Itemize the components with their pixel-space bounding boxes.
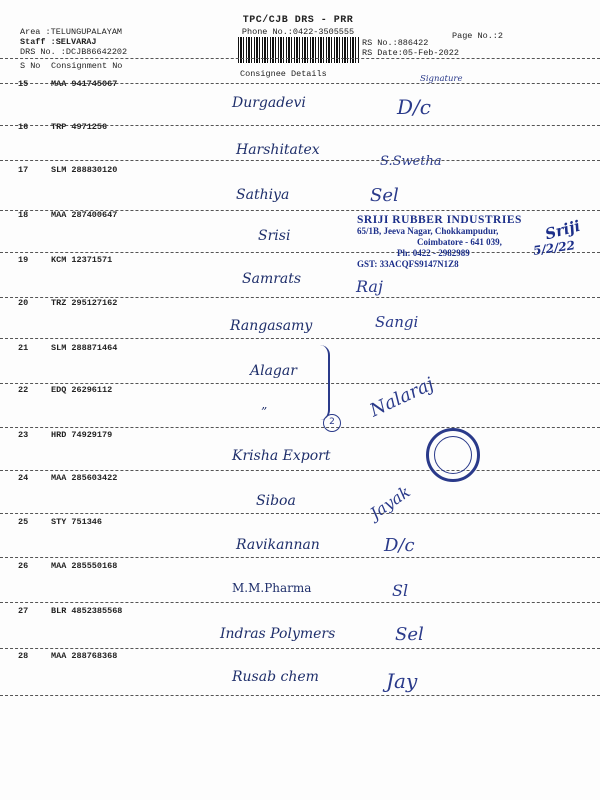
- stamp-signature: Sriji: [543, 216, 583, 244]
- row-consignment: MAA 287400647: [51, 210, 118, 220]
- col-consignment-header: Consignment No: [51, 61, 123, 71]
- divider: [0, 513, 600, 514]
- divider: [0, 648, 600, 649]
- row-signature: Sel: [395, 624, 424, 645]
- row-consignment: HRD 74929179: [51, 430, 113, 440]
- bracket-mark: [318, 345, 330, 420]
- row-signature: D/c: [384, 535, 415, 556]
- divider: [0, 58, 600, 59]
- row-sno: 20: [18, 298, 29, 308]
- row-sno: 26: [18, 561, 29, 571]
- row-consignee: Alagar: [250, 363, 297, 379]
- row-consignment: MAA 288768368: [51, 651, 118, 661]
- table-row: [0, 373, 600, 431]
- row-consignment: MAA 941745067: [51, 79, 118, 89]
- row-consignment: SLM 288830120: [51, 165, 118, 175]
- row-consignee: Rusab chem: [232, 669, 319, 685]
- table-row: [0, 122, 600, 168]
- row-consignment: SLM 288871464: [51, 343, 118, 353]
- table-row: [0, 651, 600, 697]
- row-signature: Jay: [386, 669, 418, 693]
- stamp-company-name: SRIJI RUBBER INDUSTRIES: [357, 214, 522, 226]
- row-signature: D/c: [397, 95, 431, 119]
- row-consignee: Krisha Export: [232, 448, 331, 464]
- rs-number: RS No.:886422: [362, 38, 429, 48]
- row-sno: 22: [18, 385, 29, 395]
- staff-label: Staff :SELVARAJ: [20, 37, 97, 47]
- drs-number: DRS No. :DCJB86642202: [20, 47, 128, 57]
- divider: [0, 427, 600, 428]
- divider: [0, 470, 600, 471]
- divider: [0, 557, 600, 558]
- row-consignee: Siboa: [256, 493, 296, 509]
- row-sno: 27: [18, 606, 29, 616]
- row-signature: Sangi: [375, 313, 419, 331]
- row-consignment: MAA 285550168: [51, 561, 118, 571]
- row-sno: 15: [18, 79, 29, 89]
- row-consignee: Srisi: [258, 228, 291, 244]
- row-signature: Sl: [392, 581, 409, 600]
- divider: [0, 695, 600, 696]
- row-consignment: MAA 285603422: [51, 473, 118, 483]
- phone-number: Phone No.:0422-3505555: [241, 27, 355, 37]
- col-sno-header: S No: [20, 61, 41, 71]
- row-sno: 25: [18, 517, 29, 527]
- stamp-gst: GST: 33ACQFS9147N1Z8: [357, 259, 459, 269]
- row-sno: 28: [18, 651, 29, 661]
- divider: [0, 602, 600, 603]
- round-seal: [426, 428, 480, 482]
- page-number: Page No.:2: [452, 31, 504, 41]
- area-label: Area :TELUNGUPALAYAM: [20, 27, 123, 37]
- row-consignee: Harshitatex: [236, 142, 320, 158]
- row-consignment: STY 751346: [51, 517, 103, 527]
- row-consignment: BLR 4852385568: [51, 606, 123, 616]
- table-row: [0, 606, 600, 652]
- row-signature: S.Swetha: [380, 154, 442, 169]
- row-consignee: Indras Polymers: [220, 626, 336, 642]
- stamp-address: 65/1B, Jeeva Nagar, Chokkampudur,: [357, 226, 499, 236]
- row-sno: 24: [18, 473, 29, 483]
- row-sno: 17: [18, 165, 29, 175]
- row-sno: 23: [18, 430, 29, 440]
- row-signature: Nalaraj: [366, 373, 438, 422]
- row-consignee: Durgadevi: [232, 95, 306, 111]
- table-row: [0, 79, 600, 125]
- company-stamp: [357, 214, 583, 283]
- row-signature: Jayak: [366, 482, 414, 523]
- document-title: TPC/CJB DRS - PRR: [242, 15, 354, 26]
- table-row: [0, 561, 600, 607]
- round-seal-inner: [434, 436, 472, 474]
- divider: [0, 160, 600, 161]
- divider: [0, 383, 600, 384]
- row-sno: 19: [18, 255, 29, 265]
- row-consignee: ”: [261, 405, 268, 419]
- header-right: [362, 38, 459, 58]
- stamp-city: Coimbatore - 641 039,: [417, 237, 502, 247]
- row-consignee: Samrats: [242, 271, 302, 287]
- row-sno: 16: [18, 122, 29, 132]
- row-signature: Raj: [356, 277, 383, 296]
- circled-count: 2: [323, 414, 341, 432]
- row-consignee: Rangasamy: [230, 318, 313, 334]
- table-row: [0, 165, 600, 211]
- col-signature-header: Signature: [420, 74, 463, 84]
- stamp-phone: Ph: 0422 - 2982989: [397, 248, 470, 258]
- row-consignment: KCM 12371571: [51, 255, 113, 265]
- row-consignment: TRP 4971256: [51, 122, 108, 132]
- row-sno: 18: [18, 210, 29, 220]
- row-consignee: M.M.Pharma: [232, 581, 312, 595]
- rs-date: RS Date:05-Feb-2022: [362, 48, 459, 58]
- header-center: [228, 15, 368, 37]
- row-consignment: EDQ 26296112: [51, 385, 113, 395]
- row-consignee: Sathiya: [236, 187, 290, 203]
- col-details-header: Consignee Details: [240, 69, 327, 79]
- row-signature: Sel: [370, 185, 399, 206]
- header-left: [20, 27, 127, 57]
- divider: [0, 338, 600, 339]
- row-sno: 21: [18, 343, 29, 353]
- row-consignee: Ravikannan: [236, 537, 320, 553]
- barcode: [238, 37, 360, 63]
- stamp-date: 5/2/22: [532, 238, 576, 258]
- row-consignment: TRZ 295127162: [51, 298, 118, 308]
